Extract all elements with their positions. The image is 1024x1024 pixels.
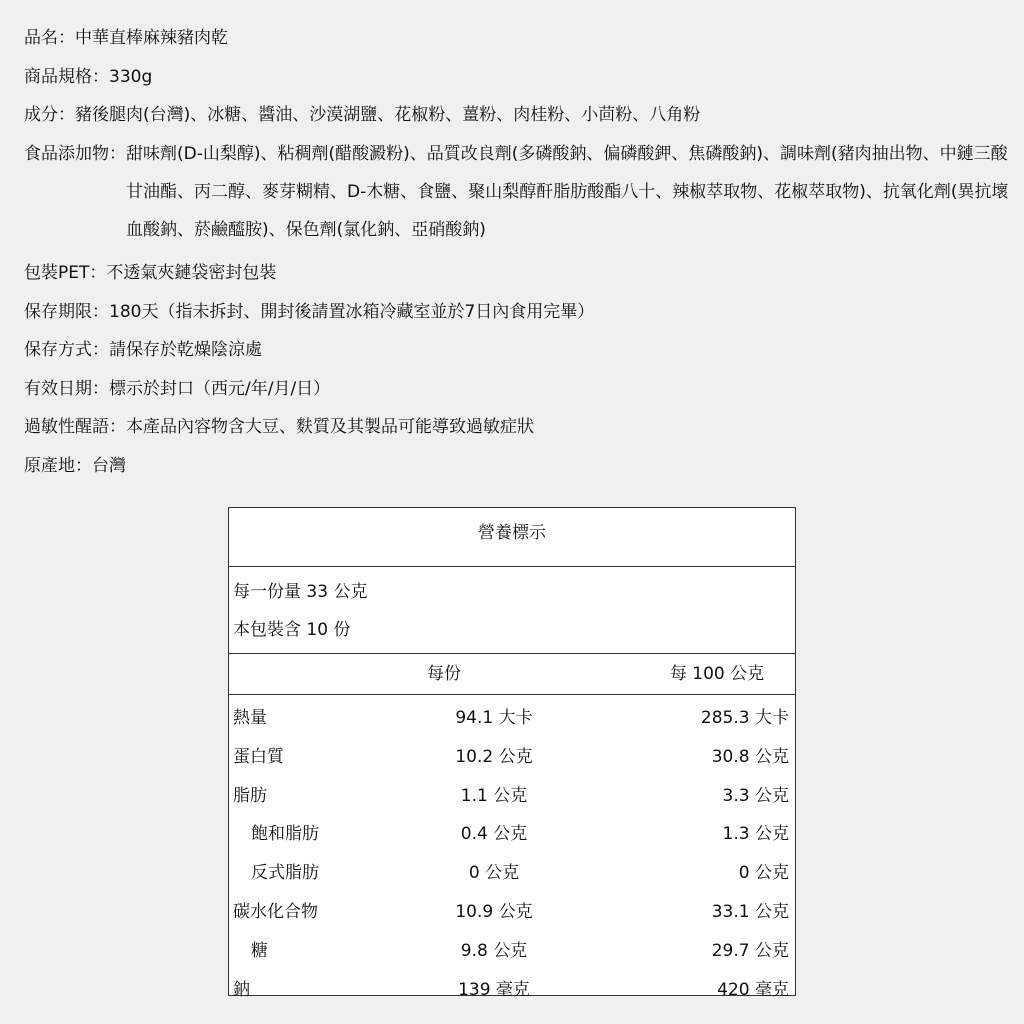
nutrition-title: 營養標示 (229, 508, 795, 567)
serving-size: 每一份量 33 公克 (233, 582, 368, 602)
serving-info (229, 567, 795, 654)
nutrient-name: 鈉 (233, 979, 250, 1000)
storage: 請保存於乾燥陰涼處 (109, 340, 262, 360)
nutrient-row-carbohydrate (229, 893, 795, 932)
origin: 台灣 (92, 455, 126, 476)
product-spec: 330g (109, 66, 153, 87)
nutrient-name: 碳水化合物 (233, 901, 318, 922)
product-info (24, 24, 1014, 490)
nutrient-per-100g: 30.8 公克 (711, 746, 789, 767)
expiry: 標示於封口（西元/年/月/日） (109, 378, 331, 399)
expiry-row (24, 375, 1014, 403)
product-name-label: 品名： (24, 28, 75, 48)
nutrient-row-sugar (229, 932, 795, 971)
servings-per-pack: 本包裝含 10 份 (233, 620, 351, 640)
nutrient-per-serving: 0 公克 (468, 863, 520, 884)
col-per-100g: 每 100 公克 (669, 664, 765, 684)
col-per-serving: 每份 (427, 664, 461, 684)
nutrient-row-sodium (229, 971, 795, 1010)
nutrient-per-100g: 420 毫克 (717, 979, 789, 1000)
nutrient-per-100g: 3.3 公克 (722, 785, 789, 806)
nutrient-per-100g: 285.3 大卡 (700, 708, 789, 728)
nutrient-row-trans-fat (229, 854, 795, 893)
nutrient-per-serving: 94.1 大卡 (455, 708, 533, 728)
packaging-row (24, 259, 1014, 287)
allergen-row (24, 413, 1014, 441)
nutrient-per-serving: 1.1 公克 (460, 785, 528, 806)
nutrient-row-energy (229, 699, 795, 738)
additives-row (24, 140, 1014, 249)
nutrient-row-saturated-fat (229, 815, 795, 854)
nutrient-row-protein (229, 738, 795, 777)
ingredients-label: 成分： (24, 105, 75, 125)
storage-label: 保存方式： (24, 340, 109, 360)
shelf-life-row (24, 298, 1014, 326)
nutrient-per-serving: 0.4 公克 (460, 824, 528, 845)
nutrient-name: 脂肪 (233, 785, 267, 806)
product-spec-label: 商品規格： (24, 66, 109, 87)
nutrient-per-100g: 33.1 公克 (711, 901, 789, 922)
nutrient-name: 糖 (251, 940, 268, 961)
storage-row (24, 336, 1014, 364)
packaging: 不透氣夾鏈袋密封包裝 (106, 263, 277, 283)
packaging-label: 包裝PET： (24, 263, 107, 283)
expiry-label: 有效日期： (24, 378, 109, 399)
additives: 甜味劑(D-山梨醇)、粘稠劑(醋酸澱粉)、品質改良劑(多磷酸鈉、偏磷酸鉀、焦磷酸鈉)、調味劑(豬肉抽出物、中鏈三酸甘油酯、丙二醇、麥芽糊精、D-木糖、食鹽、聚山梨醇酐脂肪酸酯八十、辣椒萃取物、花椒萃取物)、抗氧化劑(異抗壞血酸鈉、菸鹼醯胺)、保色劑(氯化鈉、亞硝酸鈉) (126, 143, 1009, 240)
ingredients-row (24, 101, 1014, 129)
origin-row (24, 452, 1014, 480)
nutrient-per-serving: 10.2 公克 (455, 746, 533, 767)
nutrition-header (229, 654, 795, 695)
product-name-row (24, 24, 1014, 52)
nutrient-per-100g: 29.7 公克 (711, 940, 789, 961)
allergen-label: 過敏性醒語： (24, 417, 126, 437)
allergen: 本產品內容物含大豆、麩質及其製品可能導致過敏症狀 (126, 417, 534, 437)
shelf-life-label: 保存期限： (24, 301, 109, 322)
nutrition-body (229, 695, 795, 1009)
nutrient-per-serving: 9.8 公克 (460, 940, 528, 961)
ingredients: 豬後腿肉(台灣)、冰糖、醬油、沙漠湖鹽、花椒粉、薑粉、肉桂粉、小茴粉、八角粉 (75, 105, 701, 125)
additives-label: 食品添加物： (24, 143, 126, 164)
product-spec-row (24, 63, 1014, 91)
nutrient-per-100g: 1.3 公克 (722, 824, 789, 845)
origin-label: 原產地： (24, 455, 92, 476)
nutrition-table (228, 507, 796, 1000)
nutrient-name: 熱量 (233, 708, 267, 728)
nutrient-per-serving: 139 毫克 (458, 979, 530, 1000)
product-name: 中華直棒麻辣豬肉乾 (75, 28, 228, 48)
nutrient-name: 反式脂肪 (251, 863, 319, 884)
nutrient-per-100g: 0 公克 (738, 863, 789, 884)
nutrient-row-fat (229, 777, 795, 816)
nutrient-per-serving: 10.9 公克 (455, 901, 533, 922)
nutrient-name: 飽和脂肪 (251, 824, 319, 845)
shelf-life: 180天（指未拆封、開封後請置冰箱冷藏室並於7日內食用完畢） (109, 301, 595, 322)
nutrient-name: 蛋白質 (233, 746, 284, 767)
